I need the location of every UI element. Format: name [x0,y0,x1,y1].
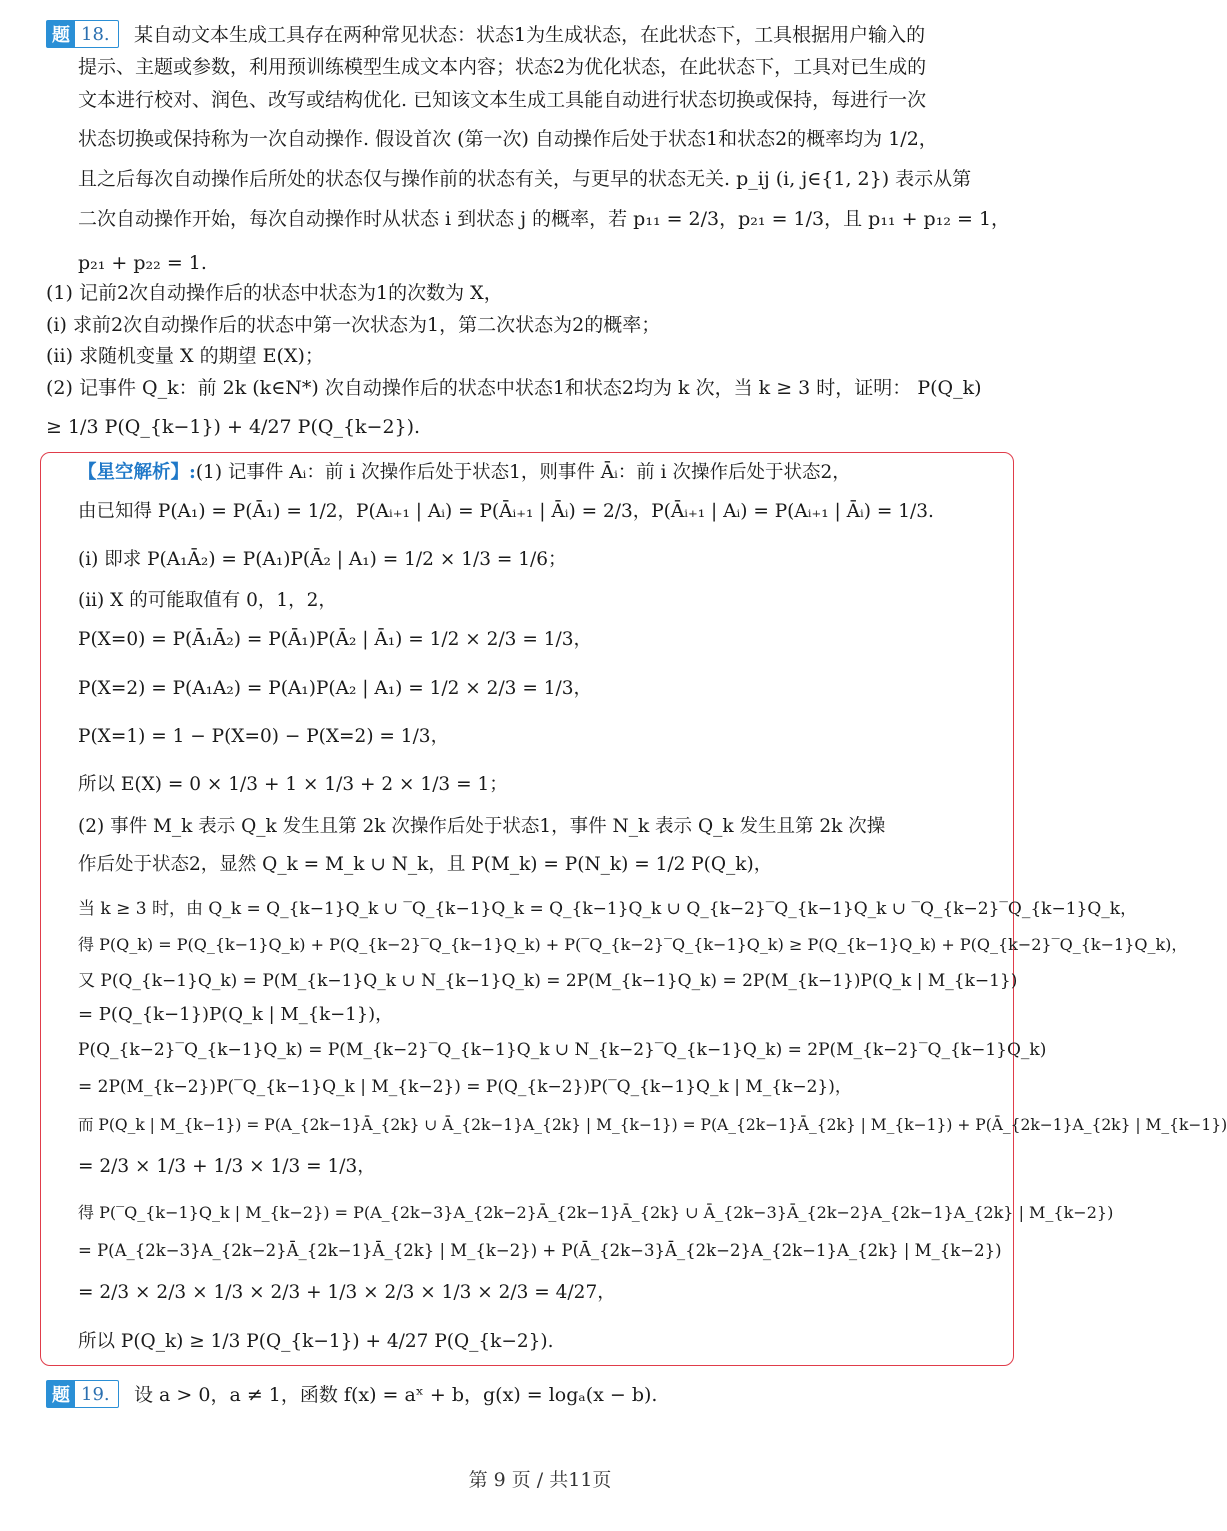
solution-line: (1) 记事件 Aᵢ：前 i 次操作后处于状态1，则事件 Āᵢ：前 i 次操作后处于状态2， [195,462,851,483]
solution-line: 得 P(Q_k) = P(Q_{k−1}Q_k) + P(Q_{k−2}‾Q_{k−1}Q_k) + P(‾Q_{k−2}‾Q_{k−1}Q_k) ≥ P(Q_{k−1}Q_k) + P(Q_{k−2}‾Q_{k−1}Q_k)， [78,935,1188,954]
question-number: 19. [81,1383,110,1405]
solution-line: 得 P(‾Q_{k−1}Q_k | M_{k−2}) = P(A_{2k−3}A_{2k−2}Ā_{2k−1}Ā_{2k} ∪ Ā_{2k−3}Ā_{2k−2}A_{2k−1}A_{2k} | M_{k−2}) [78,1203,1114,1222]
page-footer: 第 9 页 / 共11页 [468,1469,612,1491]
question-19-header [46,1380,119,1408]
solution-line: (2) 事件 M_k 表示 Q_k 发生且第 2k 次操作后处于状态1，事件 N_k 表示 Q_k 发生且第 2k 次操 [78,816,886,837]
q18-part: (2) 记事件 Q_k：前 2k (k∈N*) 次自动操作后的状态中状态1和状态2均为 k 次，当 k ≥ 3 时，证明： P(Q_k) [46,377,982,399]
question-tag [46,1380,119,1408]
solution-line: = 2/3 × 1/3 + 1/3 × 1/3 = 1/3， [78,1156,376,1177]
question-number: 18. [81,23,110,45]
q18-part: (1) 记前2次自动操作后的状态中状态为1的次数为 X， [46,282,503,304]
solution-line: = P(A_{2k−3}A_{2k−2}Ā_{2k−1}Ā_{2k} | M_{k−2}) + P(Ā_{2k−3}Ā_{2k−2}A_{2k−1}A_{2k} | M_{k−2}) [78,1241,1002,1260]
q18-part: (i) 求前2次自动操作后的状态中第一次状态为1，第二次状态为2的概率； [46,314,661,336]
solution-line: 当 k ≥ 3 时，由 Q_k = Q_{k−1}Q_k ∪ ‾Q_{k−1}Q_k = Q_{k−1}Q_k ∪ Q_{k−2}‾Q_{k−1}Q_k ∪ ‾Q_{k−2}‾Q_{k−1}Q_k， [78,899,1138,919]
solution-line: 而 P(Q_k | M_{k−1}) = P(A_{2k−1}Ā_{2k} ∪ Ā_{2k−1}A_{2k} | M_{k−1}) = P(A_{2k−1}Ā_{2k} | M_{k−1}) + P(Ā_{2k−1}A_{2k} | M_{k−1}) [78,1116,1227,1134]
question-tag [46,20,119,48]
q18-stem-line: p₂₁ + p₂₂ = 1. [78,252,207,274]
q18-stem-line: 二次自动操作开始，每次自动操作时从状态 i 到状态 j 的概率，若 p₁₁ = 2/3，p₂₁ = 1/3，且 p₁₁ + p₁₂ = 1， [78,208,1011,230]
solution-line: 又 P(Q_{k−1}Q_k) = P(M_{k−1}Q_k ∪ N_{k−1}Q_k) = 2P(M_{k−1}Q_k) = 2P(M_{k−1})P(Q_k | M_{k−1}) [78,971,1018,991]
solution-line: P(X=2) = P(A₁A₂) = P(A₁)P(A₂ | A₁) = 1/2 × 2/3 = 1/3， [78,678,592,699]
q19-stem: 设 a > 0，a ≠ 1，函数 f(x) = aˣ + b，g(x) = logₐ(x − b). [134,1384,658,1406]
solution-line: 由已知得 P(A₁) = P(Ā₁) = 1/2，P(Aᵢ₊₁ | Aᵢ) = P(Āᵢ₊₁ | Āᵢ) = 2/3，P(Āᵢ₊₁ | Aᵢ) = P(Aᵢ₊₁ | Āᵢ) = 1/3. [78,501,934,522]
solution-line: 所以 E(X) = 0 × 1/3 + 1 × 1/3 + 2 × 1/3 = 1； [78,774,508,795]
solution-line: (i) 即求 P(A₁Ā₂) = P(A₁)P(Ā₂ | A₁) = 1/2 × 1/3 = 1/6； [78,549,567,570]
q18-stem-line: 提示、主题或参数，利用预训练模型生成文本内容；状态2为优化状态，在此状态下，工具对已生成的 [78,56,927,78]
question-tag-icon: 题 [47,1381,75,1407]
solution-line: P(X=1) = 1 − P(X=0) − P(X=2) = 1/3， [78,726,450,747]
solution-line: = 2P(M_{k−2})P(‾Q_{k−1}Q_k | M_{k−2}) = P(Q_{k−2})P(‾Q_{k−1}Q_k | M_{k−2})， [78,1077,852,1097]
solution-line: (ii) X 的可能取值有 0，1，2， [78,590,337,611]
solution-line: 所以 P(Q_k) ≥ 1/3 P(Q_{k−1}) + 4/27 P(Q_{k−2}). [78,1331,554,1352]
q18-part: (ii) 求随机变量 X 的期望 E(X)； [46,345,324,367]
solution-line-first [78,458,1040,488]
q18-stem-line: 且之后每次自动操作后所处的状态仅与操作前的状态有关，与更早的状态无关. p_ij (i, j∈{1, 2}) 表示从第 [78,168,972,190]
q18-stem-line: 状态切换或保持称为一次自动操作. 假设首次 (第一次) 自动操作后处于状态1和状态2的概率均为 1/2， [78,128,938,150]
solution-line: = 2/3 × 2/3 × 1/3 × 2/3 + 1/3 × 2/3 × 1/3 × 2/3 = 4/27， [78,1282,616,1303]
solution-line: P(Q_{k−2}‾Q_{k−1}Q_k) = P(M_{k−2}‾Q_{k−1}Q_k ∪ N_{k−2}‾Q_{k−1}Q_k) = 2P(M_{k−2}‾Q_{k−1}Q_k) [78,1040,1047,1060]
solution-line: 作后处于状态2，显然 Q_k = M_k ∪ N_k，且 P(M_k) = P(N_k) = 1/2 P(Q_k)， [78,854,773,875]
question-tag-icon: 题 [47,21,75,47]
question-18-header [46,20,119,48]
q18-part: ≥ 1/3 P(Q_{k−1}) + 4/27 P(Q_{k−2}). [46,416,421,438]
solution-line: = P(Q_{k−1})P(Q_k | M_{k−1})， [78,1004,394,1025]
q18-stem-line: 某自动文本生成工具存在两种常见状态：状态1为生成状态，在此状态下，工具根据用户输入的 [134,24,926,46]
q18-stem-line: 文本进行校对、润色、改写或结构优化. 已知该文本生成工具能自动进行状态切换或保持，每进行一次 [78,89,927,111]
solution-line: P(X=0) = P(Ā₁Ā₂) = P(Ā₁)P(Ā₂ | Ā₁) = 1/2 × 2/3 = 1/3， [78,629,592,650]
solution-label: 【星空解析】: [78,462,196,483]
